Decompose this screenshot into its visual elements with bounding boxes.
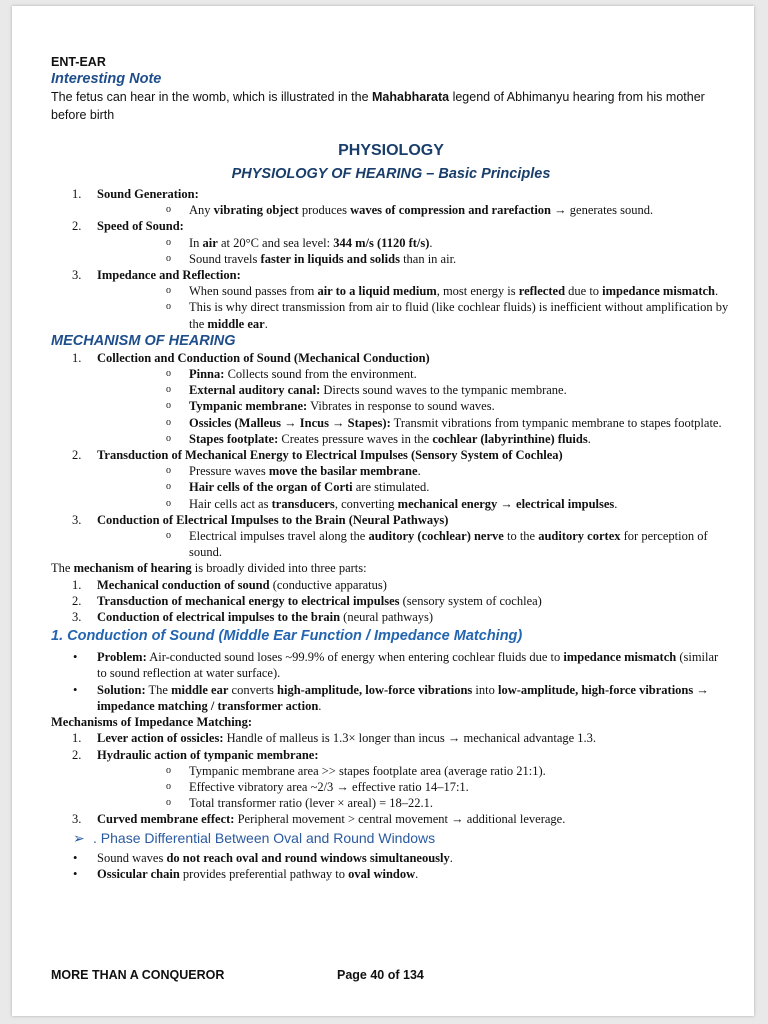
impedance-list [51, 730, 731, 827]
section-label: ENT-EAR [51, 55, 106, 69]
page-content [51, 54, 731, 882]
list-item: 1. Collection and Conduction of Sound (Mechanical Conduction) o Pinna: Collects sound from the environment. o External auditory canal: Directs sound waves to the tympanic membrane. o Tympanic membrane: Vibrates in response to sound waves. o Ossicles (Malleus → Incus → Stapes): Transmit vibrations from tympanic membrane to stapes footplate. o Stapes footplate: Creates pressure waves in the cochlear (labyrinthine) fluids. [51, 350, 731, 447]
list-item: o Electrical impulses travel along the auditory (cochlear) nerve to the auditory cortex for perception of sound. [166, 529, 708, 560]
list-item: 3. Impedance and Reflection: o When sound passes from air to a liquid medium, most energy is reflected due to impedance mismatch. o This is why direct transmission from air to fluid (like cochlear fluids) is inefficient without amplification by the middle ear. [51, 267, 731, 332]
list-item: 1. Sound Generation: o Any vibrating object produces waves of compression and rarefaction → generates sound. [51, 186, 731, 218]
list-item: o External auditory canal: Directs sound waves to the tympanic membrane. [166, 383, 567, 398]
list-item: o Sound travels faster in liquids and solids than in air. [166, 251, 457, 266]
list-item: 3. Conduction of Electrical Impulses to the Brain (Neural Pathways) o Electrical impulses travel along the auditory (cochlear) nerve to the auditory cortex for perception of sound. [51, 512, 731, 561]
list-item: o In air at 20°C and sea level: 344 m/s (1120 ft/s). [166, 235, 433, 250]
principles-list [51, 186, 731, 332]
document-page [12, 6, 754, 1016]
list-item: o When sound passes from air to a liquid medium, most energy is reflected due to impedance mismatch. [166, 284, 719, 299]
list-item: o Tympanic membrane: Vibrates in response to sound waves. [166, 399, 495, 414]
note-title: Interesting Note [51, 71, 162, 87]
footer-title: MORE THAN A CONQUEROR [51, 968, 225, 982]
list-item: o Effective vibratory area ~2/3 → effective ratio 14–17:1. [166, 779, 469, 794]
list-item: o Pressure waves move the basilar membrane. [166, 464, 421, 479]
bullet-list [51, 649, 731, 714]
list-item: o This is why direct transmission from air to fluid (like cochlear fluids) is inefficient without amplification by the middle ear. [166, 300, 729, 331]
paragraph-heading: Mechanisms of Impedance Matching: [51, 715, 253, 730]
list-item: o Ossicles (Malleus → Incus → Stapes): Transmit vibrations from tympanic membrane to stapes footplate. [166, 415, 722, 430]
section-heading: 1. Conduction of Sound (Middle Ear Function / Impedance Matching) [51, 628, 523, 645]
list-item: o Tympanic membrane area >> stapes footplate area (average ratio 21:1). [166, 763, 546, 778]
parts-list [51, 577, 731, 626]
list-item: 2. Transduction of Mechanical Energy to Electrical Impulses (Sensory System of Cochlea) o Pressure waves move the basilar membrane. o Hair cells of the organ of Corti are stimulated. o Hair cells act as transducers, converting mechanical energy → electrical impulses. [51, 447, 731, 512]
section-heading: MECHANISM OF HEARING [51, 332, 236, 349]
page-number: Page 40 of 134 [337, 968, 424, 982]
list-item: 3. Curved membrane effect: Peripheral movement > central movement → additional leverage. [72, 812, 566, 827]
list-item: 2. Hydraulic action of tympanic membrane: o Tympanic membrane area >> stapes footplate area (average ratio 21:1). o Effective vibratory area ~2/3 → effective ratio 14–17:1. o Total transformer ratio (lever × areal) = 18–22.1. [51, 747, 731, 812]
list-item: 3. Conduction of electrical impulses to the brain (neural pathways) [72, 610, 434, 625]
list-item: o Stapes footplate: Creates pressure waves in the cochlear (labyrinthine) fluids. [166, 431, 591, 446]
list-item: • Ossicular chain provides preferential pathway to oval window. [73, 866, 419, 881]
arrow-bullet-icon: ➢ [73, 829, 85, 846]
subtitle: PHYSIOLOGY OF HEARING – Basic Principles [231, 166, 551, 182]
list-item: • Solution: The middle ear converts high-amplitude, low-force vibrations into low-amplitude, high-force vibrations → impedance matching / transformer action. [73, 682, 709, 713]
mechanism-list [51, 350, 731, 561]
list-item: 2. Transduction of mechanical energy to electrical impulses (sensory system of cochlea) [72, 593, 542, 608]
paragraph: The mechanism of hearing is broadly divided into three parts: [51, 561, 367, 576]
list-item: o Any vibrating object produces waves of compression and rarefaction → generates sound. [166, 203, 654, 218]
list-item: o Total transformer ratio (lever × areal) = 18–22.1. [166, 796, 434, 811]
list-item: 1. Mechanical conduction of sound (conductive apparatus) [72, 577, 387, 592]
list-item: 2. Speed of Sound: o In air at 20°C and sea level: 344 m/s (1120 ft/s). o Sound travels faster in liquids and solids than in air. [51, 218, 731, 267]
list-item: o Pinna: Collects sound from the environment. [166, 367, 417, 382]
list-item: • Problem: Air-conducted sound loses ~99.9% of energy when entering cochlear fluids due to impedance mismatch (similar to sound reflection at water surface). [73, 650, 719, 681]
subsection-heading: ➢ . Phase Differential Between Oval and Round Windows [73, 829, 436, 846]
list-item: 1. Lever action of ossicles: Handle of malleus is 1.3× longer than incus → mechanical advantage 1.3. [72, 731, 597, 746]
note-text: The fetus can hear in the womb, which is illustrated in the Mahabharata legend of Abhimanyu hearing from his mother before birth [51, 90, 705, 122]
bullet-list [51, 850, 731, 882]
list-item: o Hair cells of the organ of Corti are stimulated. [166, 480, 430, 495]
page-title: PHYSIOLOGY [338, 142, 444, 159]
list-item: • Sound waves do not reach oval and round windows simultaneously. [73, 850, 453, 865]
list-item: o Hair cells act as transducers, converting mechanical energy → electrical impulses. [166, 496, 618, 511]
